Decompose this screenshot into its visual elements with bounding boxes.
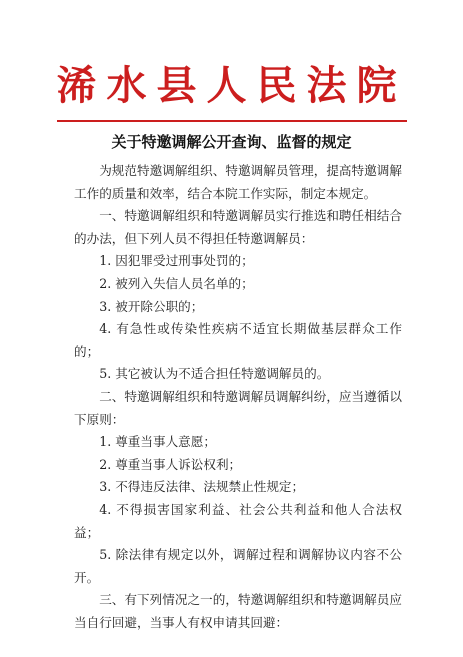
- paragraph-intro: 为规范特邀调解组织、特邀调解员管理，提高特邀调解工作的质量和效率，结合本院工作实际，制定本规定。: [74, 163, 402, 201]
- court-name-header: 浠水县人民法院: [56, 63, 407, 109]
- paragraph-section-3: 三、有下列情况之一的，特邀调解组织和特邀调解员应当自行回避，当事人有权申请其回避：: [74, 592, 402, 630]
- list-item: 5. 其它被认为不适合担任特邀调解员的。: [99, 366, 330, 382]
- list-item: 3. 不得违反法律、法规禁止性规定；: [99, 479, 305, 495]
- list-item: 2. 被列入失信人员名单的；: [99, 275, 254, 291]
- list-item: 4. 有急性或传染性疾病不适宜长期做基层群众工作的；: [74, 321, 402, 359]
- list-item: 4. 不得损害国家利益、社会公共利益和他人合法权益；: [74, 501, 402, 540]
- list-item: 1. 尊重当事人意愿；: [99, 434, 216, 450]
- paragraph-section-2: 二、特邀调解组织和特邀调解员调解纠纷，应当遵循以下原则：: [74, 388, 402, 427]
- document-body: [74, 160, 402, 634]
- list-item: 1. 因犯罪受过刑事处罚的；: [99, 253, 254, 269]
- paragraph-section-1: 一、特邀调解组织和特邀调解员实行推选和聘任相结合的办法，但下列人员不得担任特邀调解员：: [74, 208, 402, 246]
- document-title: 关于特邀调解公开查询、监督的规定: [111, 133, 352, 151]
- list-item: 5. 除法律有规定以外，调解过程和调解协议内容不公开。: [74, 547, 402, 585]
- list-item: 2. 尊重当事人诉讼权利；: [99, 456, 242, 472]
- list-item: 3. 被开除公职的；: [99, 298, 204, 314]
- red-divider-line: [57, 120, 407, 122]
